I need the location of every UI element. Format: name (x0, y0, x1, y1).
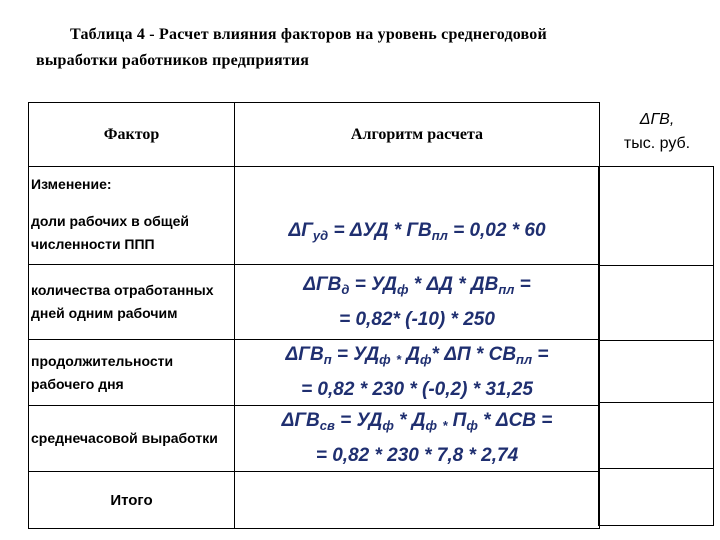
factor-hourly-output: среднечасовой выработки (29, 406, 235, 472)
total-value-cell (235, 472, 600, 529)
caption-line-1: Таблица 4 - Расчет влияния факторов на уровень среднегодовой (70, 26, 547, 43)
factor-share-workers: доли рабочих в общей численности ППП (29, 203, 235, 265)
delta-gv-unit: тыс. руб. (623, 135, 691, 152)
delta-gv-cell (599, 341, 714, 403)
factor-days-worked: количества отработанных дней одним рабочим (29, 265, 235, 340)
caption-line-2: выработки работников предприятия (36, 52, 310, 69)
delta-gv-cell (599, 266, 714, 341)
delta-gv-column (598, 166, 714, 526)
formula-days-worked: $\Delta ГВ_д = УД_ф * \Delta Д * ДВ_{пл}$ = = 0,82* (-10) * 250 (235, 265, 600, 340)
empty-cell (235, 167, 600, 203)
header-algorithm: Алгоритм расчета (235, 103, 600, 167)
formula-day-length: $\Delta ГВ_п = УД_ф$ $_*$ $Д_ф*$ ΔП * $СВ_{пл}$ = = 0,82 * 230 * (-0,2) * 31,25 (235, 340, 600, 406)
delta-gv-symbol: ΔГВ, (639, 111, 675, 128)
total-label: Итого (29, 472, 235, 529)
change-label: Изменение: (29, 167, 235, 203)
delta-gv-cell (599, 167, 714, 266)
formula-share-workers: $\Delta Г_{уд} = \Delta УД * ГВ_{пл} = 0,02 * 60$ (235, 203, 600, 265)
delta-gv-cell (599, 403, 714, 469)
header-factor: Фактор (29, 103, 235, 167)
delta-gv-cell (599, 469, 714, 526)
delta-gv-header (602, 108, 712, 156)
factor-table (28, 102, 600, 529)
formula-hourly-output: $\Delta ГВ_{св} = УД_ф * Д_ф$ $_*$ $П_ф$ * ΔСВ = = 0,82 * 230 * 7,8 * 2,74 (235, 406, 600, 472)
factor-day-length: продолжительности рабочего дня (29, 340, 235, 406)
table-caption (36, 22, 696, 74)
